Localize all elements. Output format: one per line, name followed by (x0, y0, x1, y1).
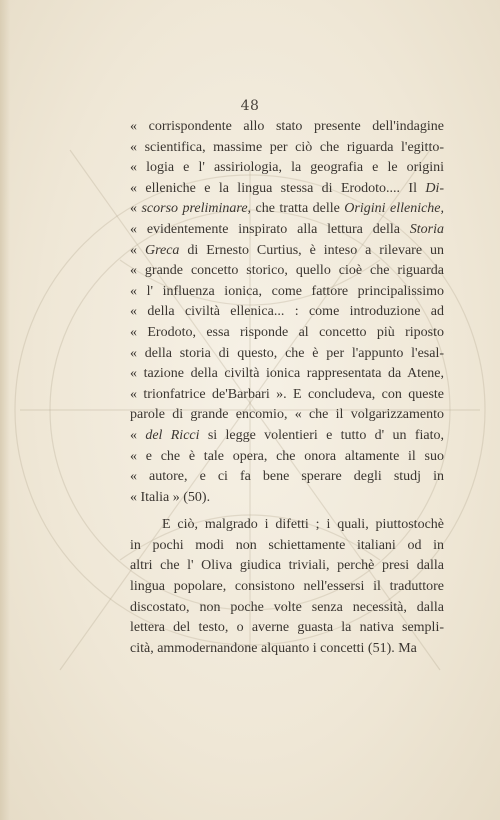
text-span: si legge volentieri e tutto d' un fiato, (199, 427, 444, 443)
italic-text: Di- (425, 180, 444, 196)
text-line (130, 302, 444, 323)
text-line (130, 241, 444, 262)
text-line (130, 515, 444, 536)
text-line (130, 199, 444, 220)
text-span: che tratta delle (251, 201, 345, 217)
text-span: « della storia di questo, che è per l'appunto l'esal- (130, 345, 444, 361)
text-line (130, 447, 444, 468)
text-line (130, 556, 444, 577)
text-line (130, 385, 444, 406)
paragraph-block (130, 515, 444, 659)
text-line (130, 598, 444, 619)
text-line (130, 488, 444, 509)
text-span: « della civiltà ellenica... : come introduzione ad (130, 304, 444, 320)
page-number: 48 (240, 98, 260, 114)
text-line (130, 282, 444, 303)
text-span: « Italia » (50). (130, 489, 211, 505)
text-span: « logia e l' assiriologia, la geografia e le origini (130, 160, 444, 176)
italic-text: Greca (144, 242, 180, 258)
text-line (130, 323, 444, 344)
text-line (130, 220, 444, 241)
text-span: lettera del testo, o averne guasta la nativa sempli- (130, 620, 444, 636)
italic-text: scorso preliminare, (141, 201, 252, 217)
italic-text: Storia (409, 221, 444, 237)
text-line (130, 618, 444, 639)
text-span: « evidentemente inspirato alla lettura della (130, 221, 410, 237)
text-span: « corrispondente allo stato presente dell'indagine (130, 119, 444, 134)
text-span: « autore, e ci fa bene sperare degli studj in (130, 469, 444, 485)
text-span: discostato, non poche volte senza necessità, dalla (130, 599, 444, 615)
text-line (130, 261, 444, 282)
text-line (130, 405, 444, 426)
text-span: parole di grande encomio, « che il volgarizzamento (130, 407, 444, 423)
text-line (130, 344, 444, 365)
text-span: « e che è tale opera, che onora altamente il suo (130, 448, 444, 464)
text-span: « tazione della civiltà ionica rappresentata da Atene, (130, 366, 444, 382)
text-span: « (130, 201, 142, 217)
text-span: di Ernesto Curtius, è inteso a rilevare un (179, 242, 445, 258)
text-line (130, 536, 444, 557)
text-span: « trionfatrice de'Barbari ». E concludeva, con queste (130, 386, 444, 402)
text-line (130, 364, 444, 385)
quoted-review-block (130, 117, 444, 508)
text-span: E ciò, malgrado i difetti ; i quali, piuttostochè (162, 517, 444, 533)
italic-text: Origini elleniche, (344, 201, 445, 217)
text-line (130, 117, 444, 138)
text-line (130, 639, 444, 660)
text-line (130, 179, 444, 200)
text-span: altri che l' Oliva giudica triviali, perchè presi dalla (130, 558, 444, 574)
text-span: in pochi modi non schiettamente italiani od in (130, 537, 444, 553)
italic-text: del Ricci (145, 427, 200, 443)
text-line (130, 138, 444, 159)
text-line (130, 577, 444, 598)
text-span: « scientifica, massime per ciò che riguarda l'egitto- (130, 139, 444, 155)
text-span: cità, ammodernandone alquanto i concetti (51). Ma (130, 640, 417, 656)
text-span: lingua popolare, consistono nell'essersi il traduttore (130, 579, 444, 595)
text-span: « grande concetto storico, quello cioè che riguarda (130, 263, 444, 279)
text-span: « l' influenza ionica, come fattore principalissimo (130, 283, 444, 299)
body-text (130, 117, 444, 659)
text-span: « (130, 242, 145, 258)
text-span: « Erodoto, essa risponde al concetto più riposto (130, 324, 444, 340)
text-span: « (130, 427, 146, 443)
text-line (130, 426, 444, 447)
text-line (130, 158, 444, 179)
text-line (130, 467, 444, 488)
page-binding-shadow (0, 0, 10, 820)
text-span: « elleniche e la lingua stessa di Erodoto.... Il (130, 180, 426, 196)
